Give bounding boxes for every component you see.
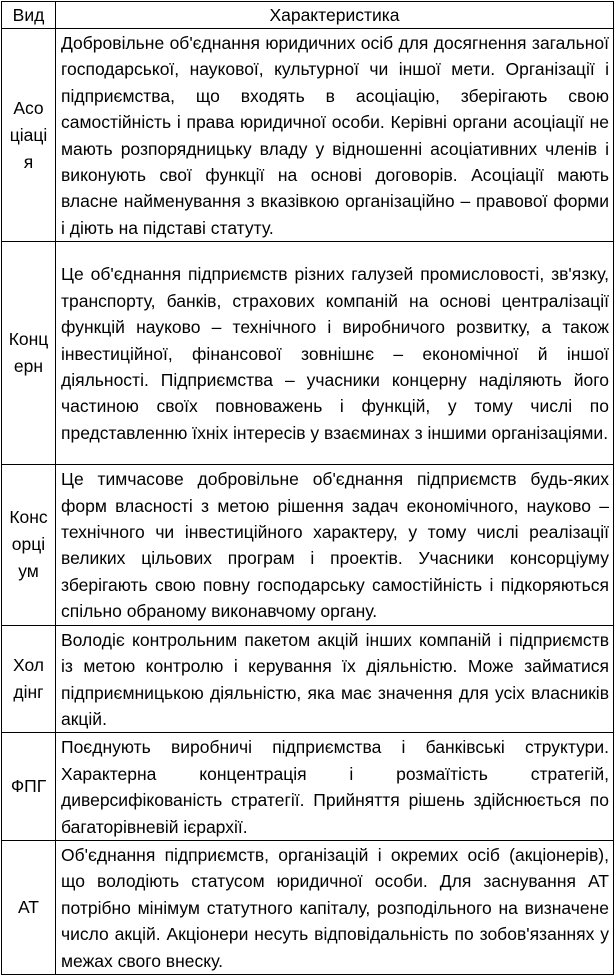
kind-label-line: ерн: [13, 356, 44, 377]
description-cell-consortium: Це тимчасове добровільне об'єднання підприємств будь-яких форм власності з метою рішення задач економічного, науково – технічного чи інвестиційного характеру, у тому числі реалізації великих цільових програм і проектів. Учасники консорціуму зберігають свою повну господарську самостійність і підкоряються спільно обраному виконавчому органу.: [56, 465, 614, 625]
table-row: [2, 29, 614, 242]
header-kind: Вид: [2, 2, 56, 29]
table-row: [2, 625, 614, 733]
description-cell-jsc: Об'єднання підприємств, організацій і окремих осіб (акціонерів), що володіють статусом юридичної особи. Для заснування АТ потрібно мінімум статутного капіталу, розподільного на визначене число акцій. Акціонери несуть відповідальність по зобов'язаннях у межах свого внеску.: [56, 840, 614, 974]
kind-label-line: Конс: [9, 507, 48, 528]
description-cell-holding: Володіє контрольним пакетом акцій інших компаній і підприємств із метою контролю і керування їх діяльністю. Може займатися підприємницькою діяльністю, яка має значення для усіх власників акцій.: [56, 625, 614, 733]
organization-forms-table: [1, 1, 614, 975]
kind-cell-fpg: [2, 733, 56, 841]
description-cell-association: Добровільне об'єднання юридичних осіб для досягнення загальної господарської, наукової, культурної чи іншої мети. Організації і підприємства, що входять в асоціацію, зберігають свою самостійність і права юридичної особи. Керівні органи асоціації не мають розпорядницьку владу у відношенні асоціативних членів і виконують свої функції на основі договорів. Асоціації мають власне найменування з вказівкою організаційно – правової форми і діють на підставі статуту.: [56, 29, 614, 242]
kind-label-line: Асо: [13, 97, 44, 118]
kind-cell-holding: [2, 625, 56, 733]
kind-label-line: дінг: [13, 682, 44, 702]
table-row: [2, 242, 614, 465]
kind-label-line: я: [23, 151, 34, 172]
kind-label-line: ум: [18, 561, 39, 582]
kind-cell-concern: [2, 242, 56, 465]
kind-label-line: орці: [11, 534, 46, 555]
kind-label-line: АТ: [18, 896, 39, 917]
header-description: Характеристика: [56, 2, 614, 29]
kind-label-line: ФПГ: [10, 776, 47, 797]
kind-cell-association: [2, 29, 56, 242]
kind-label-line: Конц: [8, 329, 49, 350]
kind-label-line: Хол: [12, 655, 45, 675]
kind-label-line: ціаці: [9, 124, 48, 145]
table-row: [2, 840, 614, 974]
header-row: [2, 2, 614, 29]
description-cell-fpg: Поєднують виробничі підприємства і банківські структури. Характерна концентрація і розмаїтість стратегій, диверсифікованість стратегії. Прийняття рішень здійснюється по багаторівневій ієрархії.: [56, 733, 614, 841]
description-cell-concern: Це об'єднання підприємств різних галузей промисловості, зв'язку, транспорту, банків, страхових компаній на основі централізації функцій науково – технічного і виробничого розвитку, а також інвестиційної, фінансової зовнішнє – економічної й іншої діяльності. Підприємства – учасники концерну наділяють його частиною своїх повноважень і функцій, у тому числі по представленню їхніх інтересів у взаєминах з іншими організаціями.: [56, 242, 614, 465]
kind-cell-consortium: [2, 465, 56, 625]
table-row: [2, 733, 614, 841]
table-row: [2, 465, 614, 625]
kind-cell-jsc: [2, 840, 56, 974]
